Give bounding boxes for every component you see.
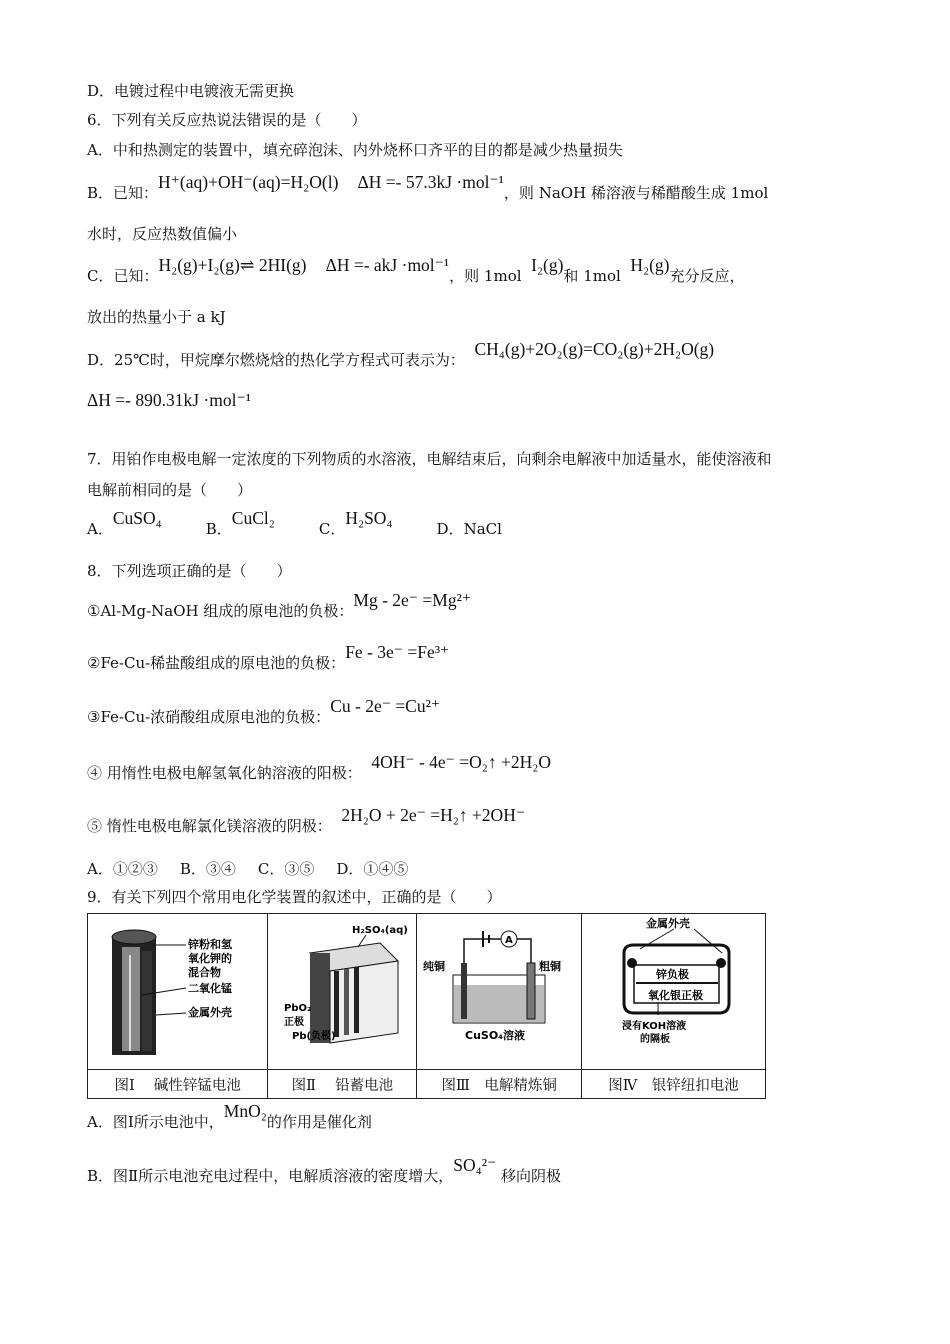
q7-c-label: C．	[318, 520, 346, 538]
q6-d-enthalpy: ΔH =- 890.31kJ ·mol⁻¹	[87, 390, 251, 410]
q8-statement-4	[87, 752, 552, 783]
figure-3-caption: 图Ⅲ 电解精炼铜	[417, 1070, 582, 1099]
fig1-label-3: 混合物	[188, 965, 222, 979]
lead-acid-battery-image	[270, 915, 415, 1065]
figure-4-cell	[582, 914, 766, 1070]
q8-s3-text: ③Fe-Cu-浓硝酸组成原电池的负极：	[87, 708, 331, 726]
q9-stem: 9．有关下列四个常用电化学装置的叙述中，正确的是（ ）	[87, 888, 502, 906]
fig3-label-crude-copper: 粗铜	[539, 959, 562, 973]
fig1-label-2: 氧化钾的	[188, 951, 233, 965]
q8-statement-1	[87, 590, 472, 621]
figure-2-caption: 图Ⅱ 铅蓄电池	[268, 1070, 417, 1099]
fig2-label-acid: H₂SO₄(aq)	[351, 924, 408, 936]
q5-option-d: D．电镀过程中电镀液无需更换	[87, 82, 295, 100]
q6-c-mid1: ，则 1mol	[449, 267, 522, 285]
q6-option-d-line2	[87, 390, 251, 418]
q6-b-suffix: ，则 NaOH 稀溶液与稀醋酸生成 1mol	[503, 184, 769, 202]
q9-a-suffix: 的作用是催化剂	[266, 1113, 372, 1131]
q6-b-formula: H⁺(aq)+OH⁻(aq)=H₂O(l)	[158, 172, 339, 192]
q8-option-a: A．①②③	[87, 860, 158, 878]
fig2-label-positive: 正极	[283, 1016, 304, 1028]
q6-option-d	[87, 339, 715, 370]
fig1-label-1: 锌粉和氢	[188, 937, 233, 951]
q6-option-c-line2: 放出的热量小于 a kJ	[87, 308, 226, 326]
q6-c-prefix: C．已知：	[87, 267, 159, 285]
q8-s4-text: ④ 用惰性电极电解氢氧化钠溶液的阳极：	[87, 764, 362, 782]
q8-options	[87, 859, 408, 879]
q8-s1-text: ①Al-Mg-NaOH 组成的原电池的负极：	[87, 602, 354, 620]
q6-c-mid2: 和 1mol	[563, 267, 621, 285]
fig2-label-pb: Pb(负极)	[291, 1030, 336, 1042]
q6-option-a: A．中和热测定的装置中，填充碎泡沫、内外烧杯口齐平的目的都是减少热量损失	[87, 141, 623, 159]
q7-stem-line2: 电解前相同的是（ ）	[87, 481, 253, 499]
figure-1-caption: 图Ⅰ 碱性锌锰电池	[88, 1070, 268, 1099]
q8-stem: 8．下列选项正确的是（ ）	[87, 562, 292, 580]
q8-s2-text: ②Fe-Cu-稀盐酸组成的原电池的负极：	[87, 654, 346, 672]
fig3-label-pure-copper: 纯铜	[423, 959, 446, 973]
fig1-label-4: 二氧化锰	[188, 981, 233, 995]
q9-option-a	[87, 1101, 372, 1132]
q9-b-formula: SO₄²⁻	[453, 1155, 497, 1175]
q6-option-c	[87, 255, 745, 286]
q6-option-b-line2: 水时，反应热数值偏小	[87, 225, 238, 243]
q7-a-label: A．	[87, 520, 113, 538]
q6-option-b	[87, 172, 769, 203]
q8-f2: Fe - 3e⁻ =Fe³⁺	[345, 642, 450, 662]
q8-f1: Mg - 2e⁻ =Mg²⁺	[353, 590, 472, 610]
figure-1-cell	[88, 914, 268, 1070]
q8-f5: 2H₂O + 2e⁻ =H₂↑ +2OH⁻	[341, 805, 526, 825]
q6-d-formula: CH₄(g)+2O₂(g)=CO₂(g)+2H₂O(g)	[474, 339, 715, 359]
q9-option-b	[87, 1155, 561, 1186]
q7-options	[87, 508, 502, 539]
q6-d-prefix: D．25℃时，甲烷摩尔燃烧焓的热化学方程式可表示为：	[87, 351, 465, 369]
fig2-label-pbo2: PbO₂	[283, 1002, 312, 1014]
q8-f3: Cu - 2e⁻ =Cu²⁺	[330, 696, 441, 716]
q8-statement-2	[87, 642, 450, 673]
q6-stem: 6．下列有关反应热说法错误的是（ ）	[87, 111, 367, 129]
q8-option-c: C．③⑤	[257, 860, 315, 878]
silver-zinc-button-battery-image	[584, 915, 764, 1065]
q9-figure-table	[87, 913, 766, 1099]
q9-b-prefix: B．图Ⅱ所示电池充电过程中，电解质溶液的密度增大，	[87, 1167, 454, 1185]
q7-d: D．NaCl	[436, 520, 502, 538]
q7-stem-line1: 7．用铂作电极电解一定浓度的下列物质的水溶液，电解结束后，向剩余电解液中加适量水，能使溶液和	[87, 450, 772, 468]
figure-3-cell	[417, 914, 582, 1070]
copper-refining-image	[419, 915, 579, 1065]
q6-c-suffix: 充分反应，	[669, 267, 745, 285]
q7-a-formula: CuSO₄	[112, 508, 162, 528]
q8-s5-text: ⑤ 惰性电极电解氯化镁溶液的阴极：	[87, 817, 332, 835]
q8-option-d: D．①④⑤	[336, 860, 409, 878]
figure-2-cell	[268, 914, 417, 1070]
q9-a-formula: MnO₂	[223, 1101, 267, 1121]
q7-b-formula: CuCl₂	[231, 508, 275, 528]
q8-statement-5	[87, 805, 526, 836]
alkaline-zinc-manganese-battery-image	[90, 915, 265, 1065]
q8-option-b: B．③④	[179, 860, 236, 878]
q6-b-prefix: B．已知：	[87, 184, 159, 202]
q8-f4: 4OH⁻ - 4e⁻ =O₂↑ +2H₂O	[371, 752, 552, 772]
fig4-label-shell: 金属外壳	[645, 916, 690, 930]
q6-c-h2: H₂(g)	[630, 255, 670, 275]
q6-c-i2: I₂(g)	[531, 255, 564, 275]
q7-c-formula: H₂SO₄	[345, 508, 393, 528]
fig4-label-separator-2: 的隔板	[639, 1033, 670, 1045]
fig3-label-solution: CuSO₄溶液	[465, 1028, 526, 1042]
q6-c-formula: H₂(g)+I₂(g)⇌ 2HI(g)	[158, 255, 307, 275]
ammeter-icon: A	[505, 934, 513, 946]
fig1-label-5: 金属外壳	[188, 1005, 233, 1019]
q9-b-suffix: 移向阴极	[496, 1167, 561, 1185]
fig4-label-silver-oxide: 氧化银正极	[647, 988, 703, 1002]
q6-c-enthalpy: ΔH =- akJ ·mol⁻¹	[325, 255, 450, 275]
fig4-label-zinc: 锌负极	[655, 967, 689, 981]
figure-4-caption: 图Ⅳ 银锌纽扣电池	[582, 1070, 766, 1099]
fig4-label-separator-1: 浸有KOH溶液	[621, 1020, 686, 1032]
q6-b-enthalpy: ΔH =- 57.3kJ ·mol⁻¹	[357, 172, 504, 192]
q9-a-prefix: A．图Ⅰ所示电池中，	[87, 1113, 224, 1131]
q8-statement-3	[87, 696, 441, 727]
q7-b-label: B．	[205, 520, 232, 538]
